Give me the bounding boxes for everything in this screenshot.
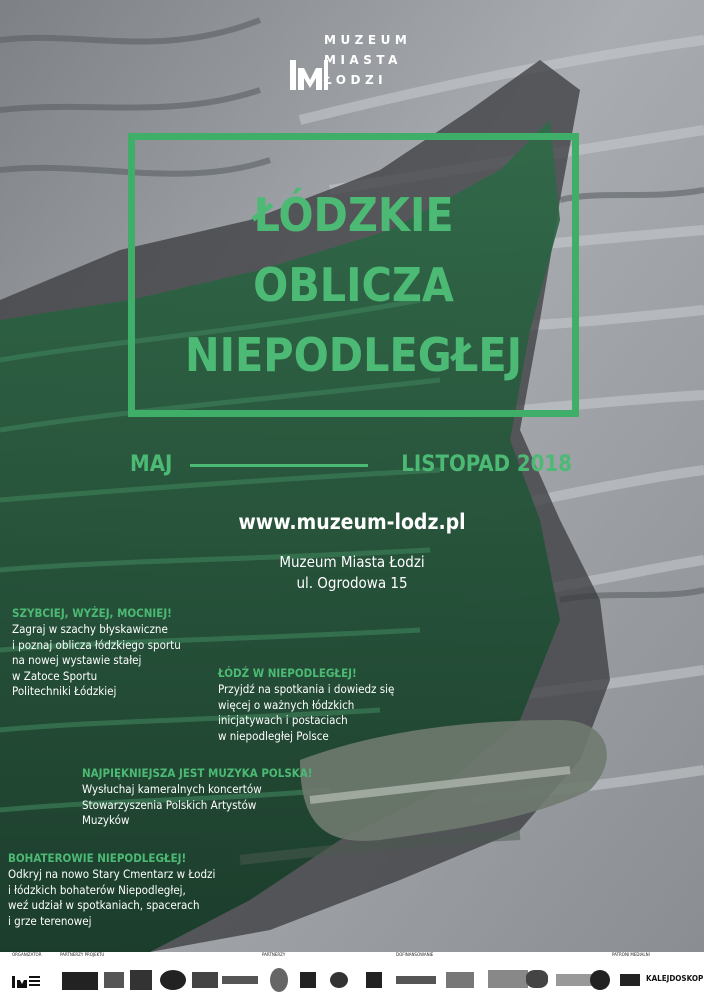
media-logo-text: KALEJDOSKOP [646,974,704,983]
event-line: na nowej wystawie stałej [12,653,142,667]
event-heroes [8,850,215,929]
event-line: w niepodległej Polsce [218,728,329,743]
partner-logo-icon [62,972,98,990]
event-line: Muzyków [82,813,130,827]
title-line-2: OBLICZA [253,258,454,312]
partner-logo-icon [222,976,258,984]
partner-logo-icon [192,972,218,988]
event-line: Przyjdź na spotkania i dowiedz się [218,682,395,696]
sponsor-footer [0,952,704,1000]
partner-logo-icon [330,972,348,988]
event-line: Zagraj w szachy błyskawiczne [12,622,168,636]
event-line: i łódzkich bohaterów Niepodległej, [8,882,186,897]
partner-logo-icon [130,970,152,990]
media-logo-icon [620,974,640,986]
media-logo-icon [590,970,610,990]
event-heading: NAJPIĘKNIEJSZA JEST MUZYKA POLSKA! [82,766,313,780]
date-end: LISTOPAD 2018 [401,452,572,477]
website-link[interactable]: www.muzeum-lodz.pl [238,510,466,534]
event-line: Odkryj na nowo Stary Cmentarz w Łodzi [8,867,216,881]
poster-title [128,180,579,390]
event-music [82,765,313,829]
logo-line-3: ŁODZI [324,73,388,87]
event-line: Stowarzyszenia Polskich Artystów [82,797,257,812]
organizer-caption: ORGANIZATOR [12,952,42,957]
media-caption: PATRONI MEDIALNI [612,952,650,957]
museum-logo [288,30,418,100]
date-start: MAJ [130,452,173,477]
partner-logo-icon [104,972,124,988]
partner-logo-icon [300,972,316,988]
partner-logo-icon [160,970,186,990]
event-line: więcej o ważnych łódzkich [218,697,355,712]
funding-logo-icon [396,976,436,984]
partners-caption: PARTNERZY [262,952,286,957]
event-line: Politechniki Łódzkiej [12,684,117,698]
event-heading: ŁÓDŹ W NIEPODLEGŁEJ! [218,666,357,680]
partner-logo-icon [270,968,288,992]
project-partners-caption: PARTNERZY PROJEKTU [60,952,105,957]
logo-line-2: MIASTA [324,53,402,67]
event-heading: SZYBCIEJ, WYŻEJ, MOCNIEJ! [12,606,172,620]
partner-logo-icon [366,972,382,988]
event-line: Wysłuchaj kameralnych koncertów [82,782,262,796]
funding-logo-icon [526,970,548,988]
title-line-3: NIEPODLEGŁEJ [184,328,522,382]
event-line: inicjatywach i postaciach [218,713,348,727]
organizer-logo-icon [12,974,40,988]
event-sport [12,605,181,700]
venue-name: Muzeum Miasta Łodzi [279,553,425,571]
event-heading: BOHATEROWIE NIEPODLEGŁEJ! [8,851,187,865]
logo-line-1: MUZEUM [324,33,412,47]
event-line: i grze terenowej [8,913,92,928]
event-lodz [218,665,394,744]
event-line: w Zatoce Sportu [12,668,98,683]
title-line-1: ŁÓDZKIE [253,188,454,242]
funding-logo-icon [488,970,528,988]
event-line: i poznaj oblicza łódzkiego sportu [12,637,181,652]
date-separator-line [190,464,368,467]
venue-address [0,552,704,594]
venue-street: ul. Ogrodowa 15 [296,574,408,592]
funding-caption: DOFINANSOWANIE [396,952,434,957]
event-line: weź udział w spotkaniach, spacerach [8,898,200,912]
date-range [128,450,579,480]
funding-logo-icon [446,972,474,988]
